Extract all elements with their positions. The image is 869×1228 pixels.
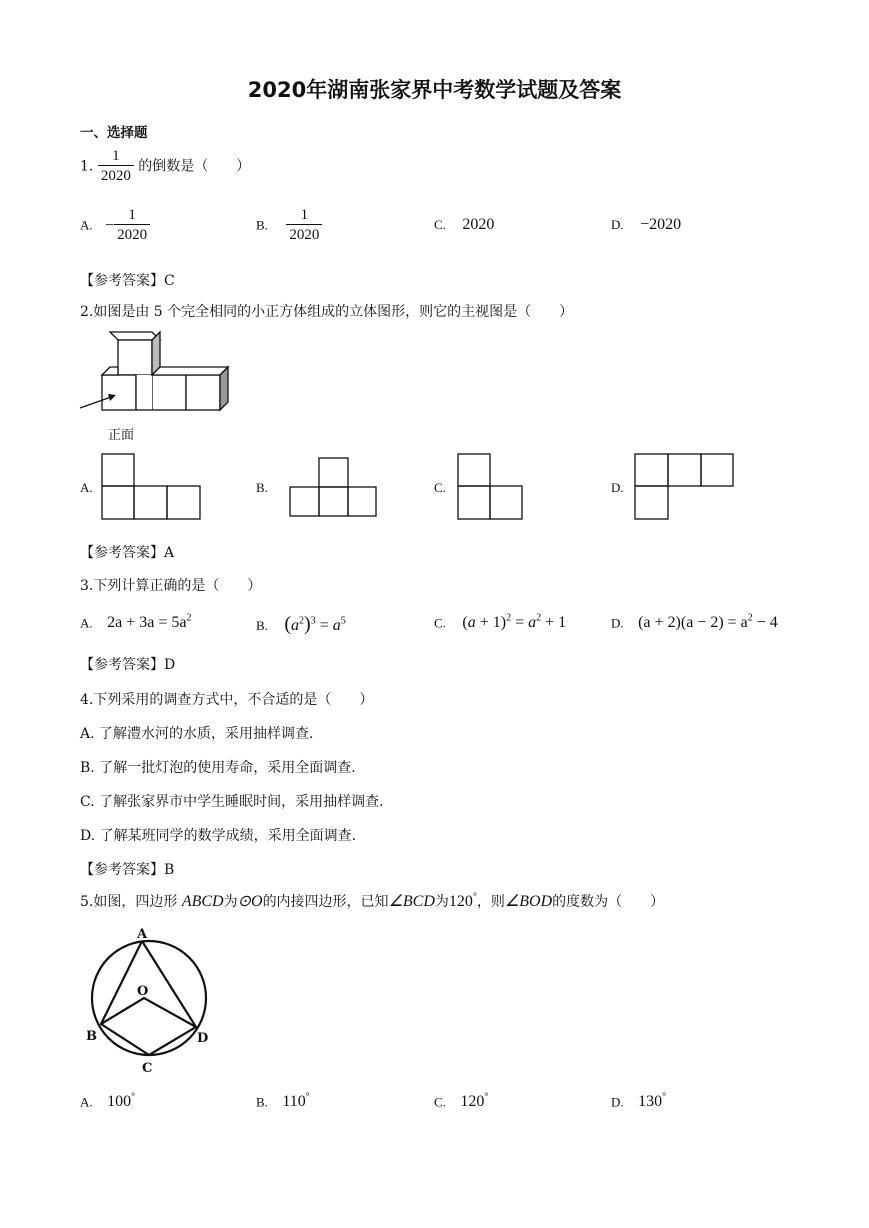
q3-option-a-expr-text: 2a + 3a = 5a (107, 614, 187, 632)
q3-answer-label: 【参考答案】 (80, 657, 164, 673)
q1-option-b (256, 206, 322, 245)
q1-answer (80, 270, 175, 290)
q5-circle-figure (84, 922, 219, 1077)
q5-option-c-num: 120 (460, 1093, 485, 1111)
q5-option-d-label: D. (611, 1094, 624, 1110)
q1-option-a-den: 2020 (114, 224, 150, 245)
q5-value: 120° (448, 891, 477, 910)
q5-label-o: O (137, 984, 149, 999)
q3-text: 3.下列计算正确的是（ ） (80, 578, 262, 594)
q2-option-b-figure (289, 457, 378, 518)
q1-fraction (98, 147, 134, 186)
q5-label-a: A (137, 927, 148, 942)
q2-option-a-figure (101, 453, 202, 521)
q1-option-b-num: 1 (300, 207, 309, 223)
q3-option-a-expr (107, 614, 191, 631)
q3-option-d (611, 613, 778, 632)
q1-number: 1. (80, 158, 94, 175)
q2-option-d-figure (634, 453, 735, 521)
q4-answer-label: 【参考答案】 (80, 862, 164, 878)
q1-option-c-value: 2020 (462, 216, 495, 233)
q1-answer-label: 【参考答案】 (80, 273, 164, 289)
q1-frac-den: 2020 (98, 165, 134, 186)
q1-option-d (611, 216, 681, 234)
q1-answer-value: C (164, 273, 175, 289)
q1-option-a-sign: − (105, 216, 115, 234)
section-heading: 一、选择题 (80, 125, 148, 141)
q2-option-d-label: D. (611, 480, 624, 495)
q3-option-d-expr-text: (a + 2)(a − 2) = a (638, 614, 748, 632)
q5-option-b-value: 110° (282, 1092, 310, 1111)
q1-option-b-frac (286, 206, 322, 245)
q4-answer (80, 859, 174, 879)
q5-abcd: ABCD (181, 893, 224, 910)
q2-front-label: 正面 (108, 428, 135, 443)
q5-option-b (256, 1092, 310, 1111)
q1-option-c (434, 216, 494, 234)
q5-option-c (434, 1092, 488, 1111)
q5-option-b-label: B. (256, 1094, 268, 1110)
q5-mid4: ，则 (476, 894, 505, 910)
q4-option-d: D. 了解某班同学的数学成绩，采用全面调查. (80, 828, 357, 844)
q4-option-a: A. 了解澧水河的水质，采用抽样调查. (80, 726, 314, 742)
q2-text: 2.如图是由 5 个完全相同的小正方体组成的立体图形，则它的主视图是（ ） (80, 304, 574, 320)
q5-option-c-value: 120° (460, 1092, 489, 1111)
q1-frac-num: 1 (112, 148, 120, 164)
q5-option-a-num: 100 (107, 1093, 132, 1111)
q2-option-a-label: A. (80, 480, 93, 495)
q5-angle-bcd: ∠BCD (388, 893, 435, 910)
q1-option-a-num: 1 (128, 207, 136, 223)
q5-text (80, 891, 664, 911)
q5-suffix: 的度数为（ ） (552, 894, 665, 910)
q3-answer (80, 654, 175, 674)
q5-label-c: C (142, 1061, 153, 1076)
q1-option-b-den: 2020 (286, 224, 322, 245)
q1-option-d-label: D. (611, 217, 624, 232)
q5-label-b: B (86, 1029, 97, 1044)
q3-answer-value: D (164, 657, 176, 673)
q5-value-text: 120 (448, 893, 473, 910)
q5-mid2: 的内接四边形，已知 (262, 894, 389, 910)
q2-answer (80, 542, 174, 562)
q1-option-a-label: A. (80, 217, 93, 233)
q1-option-a (80, 206, 150, 245)
q5-option-b-num: 110 (282, 1093, 306, 1111)
q1-option-b-label: B. (256, 217, 268, 233)
q1-option-a-frac (114, 206, 150, 245)
q1-option-c-label: C. (434, 217, 446, 232)
q3-option-c-label: C. (434, 615, 446, 631)
q3-option-b-expr: $(a^2)^3 = a^5$ (284, 613, 346, 635)
q4-answer-value: B (164, 862, 175, 878)
q5-option-a-value: 100° (107, 1092, 136, 1111)
q2-option-c-figure (457, 453, 525, 521)
q5-option-d (611, 1092, 666, 1111)
q4-text: 4.下列采用的调查方式中，不合适的是（ ） (80, 692, 374, 708)
q5-circle-o: ⊙O (237, 893, 263, 910)
q5-option-d-value: 130° (638, 1092, 667, 1111)
q2-answer-label: 【参考答案】 (80, 545, 164, 561)
q3-option-d-label: D. (611, 615, 624, 631)
q5-prefix: 5.如图，四边形 (80, 894, 178, 910)
q2-3d-figure (78, 328, 243, 443)
q5-option-d-num: 130 (638, 1093, 663, 1111)
q5-label-d: D (197, 1031, 209, 1046)
q5-angle-bod: ∠BOD (504, 893, 553, 910)
q2-option-c-label: C. (434, 480, 446, 495)
q1-option-d-value: −2020 (640, 216, 682, 233)
q3-option-b-label: B. (256, 618, 268, 633)
q3-option-a-label: A. (80, 615, 93, 631)
q5-option-a-label: A. (80, 1094, 93, 1110)
q3-option-a-exp: 2 (186, 613, 192, 624)
q3-option-c-expr: $(a + 1)^2 = a^2 + 1$ (462, 613, 567, 632)
q3-option-a (80, 613, 191, 632)
q5-mid3: 为 (434, 894, 449, 910)
q4-option-b: B. 了解一批灯泡的使用寿命，采用全面调查. (80, 760, 356, 776)
q1-text: 的倒数是（ ） (138, 158, 251, 175)
q4-option-c: C. 了解张家界市中学生睡眠时间，采用抽样调查. (80, 794, 384, 810)
q5-mid1: 为 (223, 894, 238, 910)
page-title: 2020年湖南张家界中考数学试题及答案 (247, 78, 622, 102)
q3-option-d-expr: $(a + 2)(a - 2) = a^2 - 4$ (638, 613, 778, 632)
q3-option-b (256, 613, 346, 636)
q2-option-b-label: B. (256, 480, 268, 495)
q5-option-c-label: C. (434, 1094, 446, 1110)
q5-option-a (80, 1092, 135, 1111)
question-1 (80, 147, 250, 186)
q2-answer-value: A (164, 545, 175, 561)
q3-option-c (434, 613, 566, 632)
